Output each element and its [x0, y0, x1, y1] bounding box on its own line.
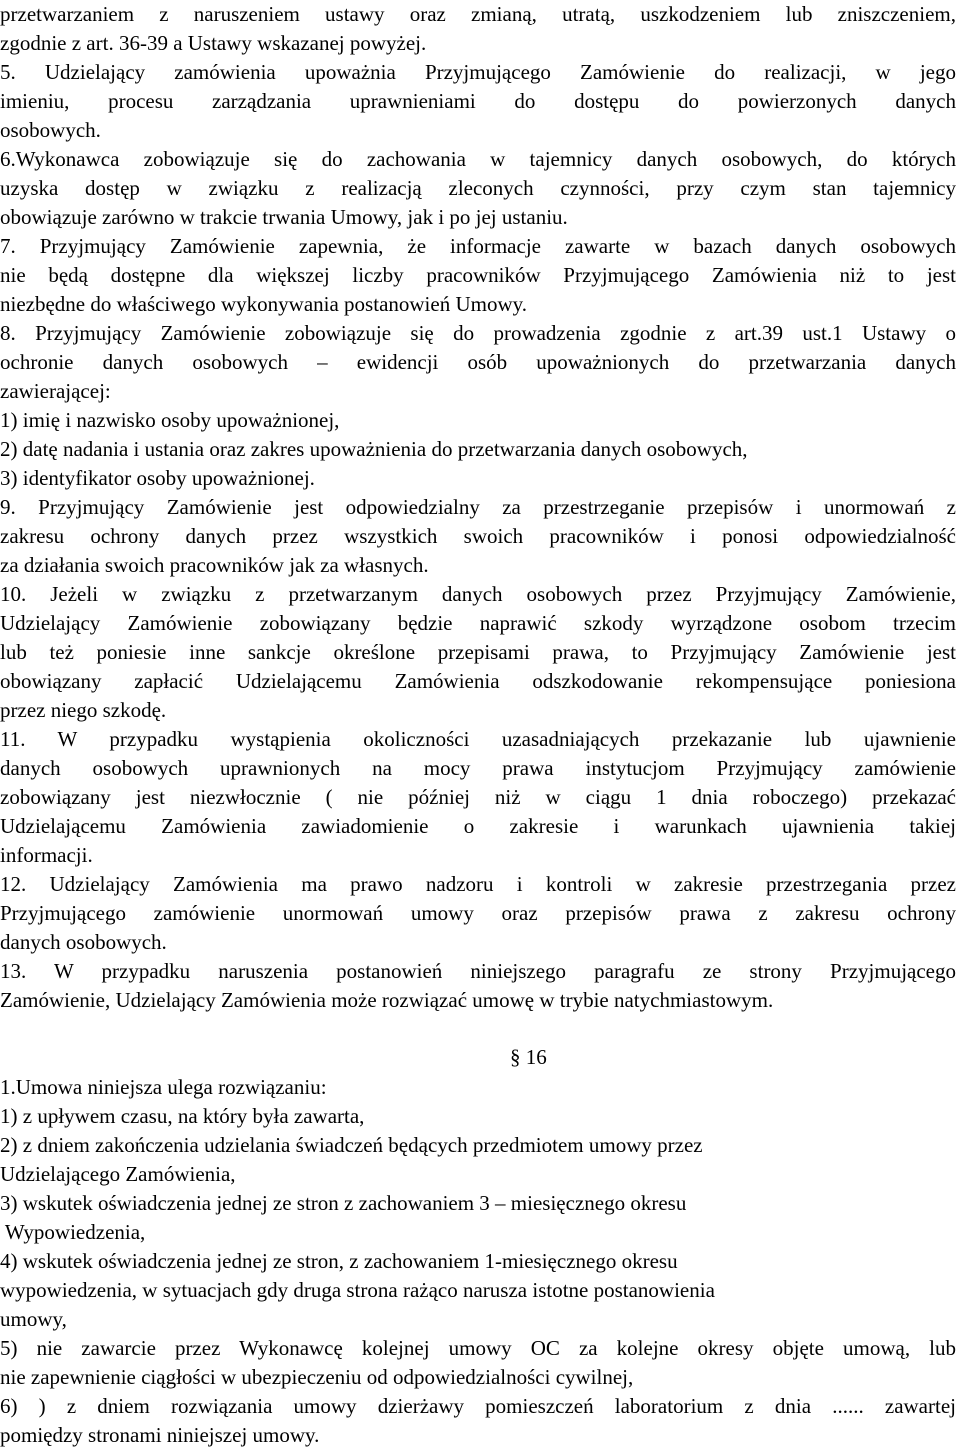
text-line: wypowiedzenia, w sytuacjach gdy druga strona rażąco narusza istotne postanowienia: [0, 1278, 715, 1302]
text-line: 12. Udzielający Zamówienia ma prawo nadzoru i kontroli w zakresie przestrzegania przez: [0, 872, 956, 896]
text-line: 3) wskutek oświadczenia jednej ze stron z zachowaniem 3 – miesięcznego okresu: [0, 1191, 687, 1215]
text-line: 6.Wykonawca zobowiązuje się do zachowania w tajemnicy danych osobowych, do których: [0, 147, 956, 171]
text-line: zgodnie z art. 36-39 a Ustawy wskazanej powyżej.: [0, 31, 427, 55]
text-line: 5) nie zawarcie przez Wykonawcę kolejnej umowy OC za kolejne okresy objęte umową, lub: [0, 1336, 956, 1360]
text-line: pomiędzy stronami niniejszej umowy.: [0, 1423, 320, 1447]
text-line: niezbędne do właściwego wykonywania postanowień Umowy.: [0, 292, 528, 316]
text-line: imieniu, procesu zarządzania uprawnieniami do dostępu do powierzonych danych: [0, 89, 956, 113]
text-line: przetwarzaniem z naruszeniem ustawy oraz zmianą, utratą, uszkodzeniem lub zniszczeniem,: [0, 2, 956, 26]
text-line: nie będą dostępne dla większej liczby pracowników Przyjmującego Zamówienia niż to jest: [0, 263, 956, 287]
text-line: 9. Przyjmujący Zamówienie jest odpowiedzialny za przestrzeganie przepisów i unormowań z: [0, 495, 956, 519]
text-line: Udzielający Zamówienie zobowiązany będzie naprawić szkody wyrządzone osobom trzecim: [0, 611, 956, 635]
text-line: zawierającej:: [0, 379, 111, 403]
text-line: Przyjmującego zamówienie unormowań umowy oraz przepisów prawa z zakresu ochrony: [0, 901, 956, 925]
text-line: 11. W przypadku wystąpienia okoliczności uzasadniających przekazanie lub ujawnienie: [0, 727, 956, 751]
text-line: 5. Udzielający zamówienia upoważnia Przyjmującego Zamówienie do realizacji, w jego: [0, 60, 956, 84]
text-line: Udzielającemu Zamówienia zawiadomienie o zakresie i warunkach ujawnienia takiej: [0, 814, 956, 838]
text-line: nie zapewnienie ciągłości w ubezpieczeniu od odpowiedzialności cywilnej,: [0, 1365, 634, 1389]
text-line: Udzielającego Zamówienia,: [0, 1162, 236, 1186]
text-line: Wypowiedzenia,: [0, 1220, 146, 1244]
text-line: Zamówienie, Udzielający Zamówienia może rozwiązać umowę w trybie natychmiastowym.: [0, 988, 774, 1012]
text-line: 3) identyfikator osoby upoważnionej.: [0, 466, 315, 490]
section-heading: § 16: [510, 1045, 547, 1069]
text-line: danych osobowych.: [0, 930, 167, 954]
text-line: 7. Przyjmujący Zamówienie zapewnia, że informacje zawarte w bazach danych osobowych: [0, 234, 956, 258]
text-line: ochronie danych osobowych – ewidencji osób upoważnionych do przetwarzania danych: [0, 350, 956, 374]
text-line: za działania swoich pracowników jak za własnych.: [0, 553, 429, 577]
text-line: 6) ) z dniem rozwiązania umowy dzierżawy pomieszczeń laboratorium z dnia ...... zawartej: [0, 1394, 956, 1418]
text-line: 13. W przypadku naruszenia postanowień niniejszego paragrafu ze strony Przyjmującego: [0, 959, 956, 983]
text-line: 8. Przyjmujący Zamówienie zobowiązuje się do prowadzenia zgodnie z art.39 ust.1 Ustawy o: [0, 321, 956, 345]
text-line: 2) z dniem zakończenia udzielania świadczeń będących przedmiotem umowy przez: [0, 1133, 703, 1157]
text-line: osobowych.: [0, 118, 101, 142]
text-line: zakresu ochrony danych przez wszystkich swoich pracowników i ponosi odpowiedzialność: [0, 524, 956, 548]
text-line: 1) imię i nazwisko osoby upoważnionej,: [0, 408, 340, 432]
text-line: uzyska dostęp w związku z realizacją zleconych czynności, przy czym stan tajemnicy: [0, 176, 956, 200]
text-line: przez niego szkodę.: [0, 698, 167, 722]
text-line: umowy,: [0, 1307, 67, 1331]
text-line: obowiązuje zarówno w trakcie trwania Umowy, jak i po jej ustaniu.: [0, 205, 568, 229]
text-line: informacji.: [0, 843, 93, 867]
text-line: obowiązany zapłacić Udzielającemu Zamówienia odszkodowanie rekompensujące poniesiona: [0, 669, 956, 693]
text-line: 2) datę nadania i ustania oraz zakres upoważnienia do przetwarzania danych osobowych,: [0, 437, 748, 461]
text-line: danych osobowych uprawnionych na mocy prawa instytucjom Przyjmujący zamówienie: [0, 756, 956, 780]
text-line: 10. Jeżeli w związku z przetwarzanym danych osobowych przez Przyjmujący Zamówienie,: [0, 582, 956, 606]
text-line: 1) z upływem czasu, na który była zawarta,: [0, 1104, 365, 1128]
text-line: 1.Umowa niniejsza ulega rozwiązaniu:: [0, 1075, 327, 1099]
text-line: zobowiązany jest niezwłocznie ( nie później niż w ciągu 1 dnia roboczego) przekazać: [0, 785, 956, 809]
text-line: 4) wskutek oświadczenia jednej ze stron, z zachowaniem 1-miesięcznego okresu: [0, 1249, 678, 1273]
text-line: lub też poniesie inne sankcje określone przepisami prawa, to Przyjmujący Zamówienie jest: [0, 640, 956, 664]
